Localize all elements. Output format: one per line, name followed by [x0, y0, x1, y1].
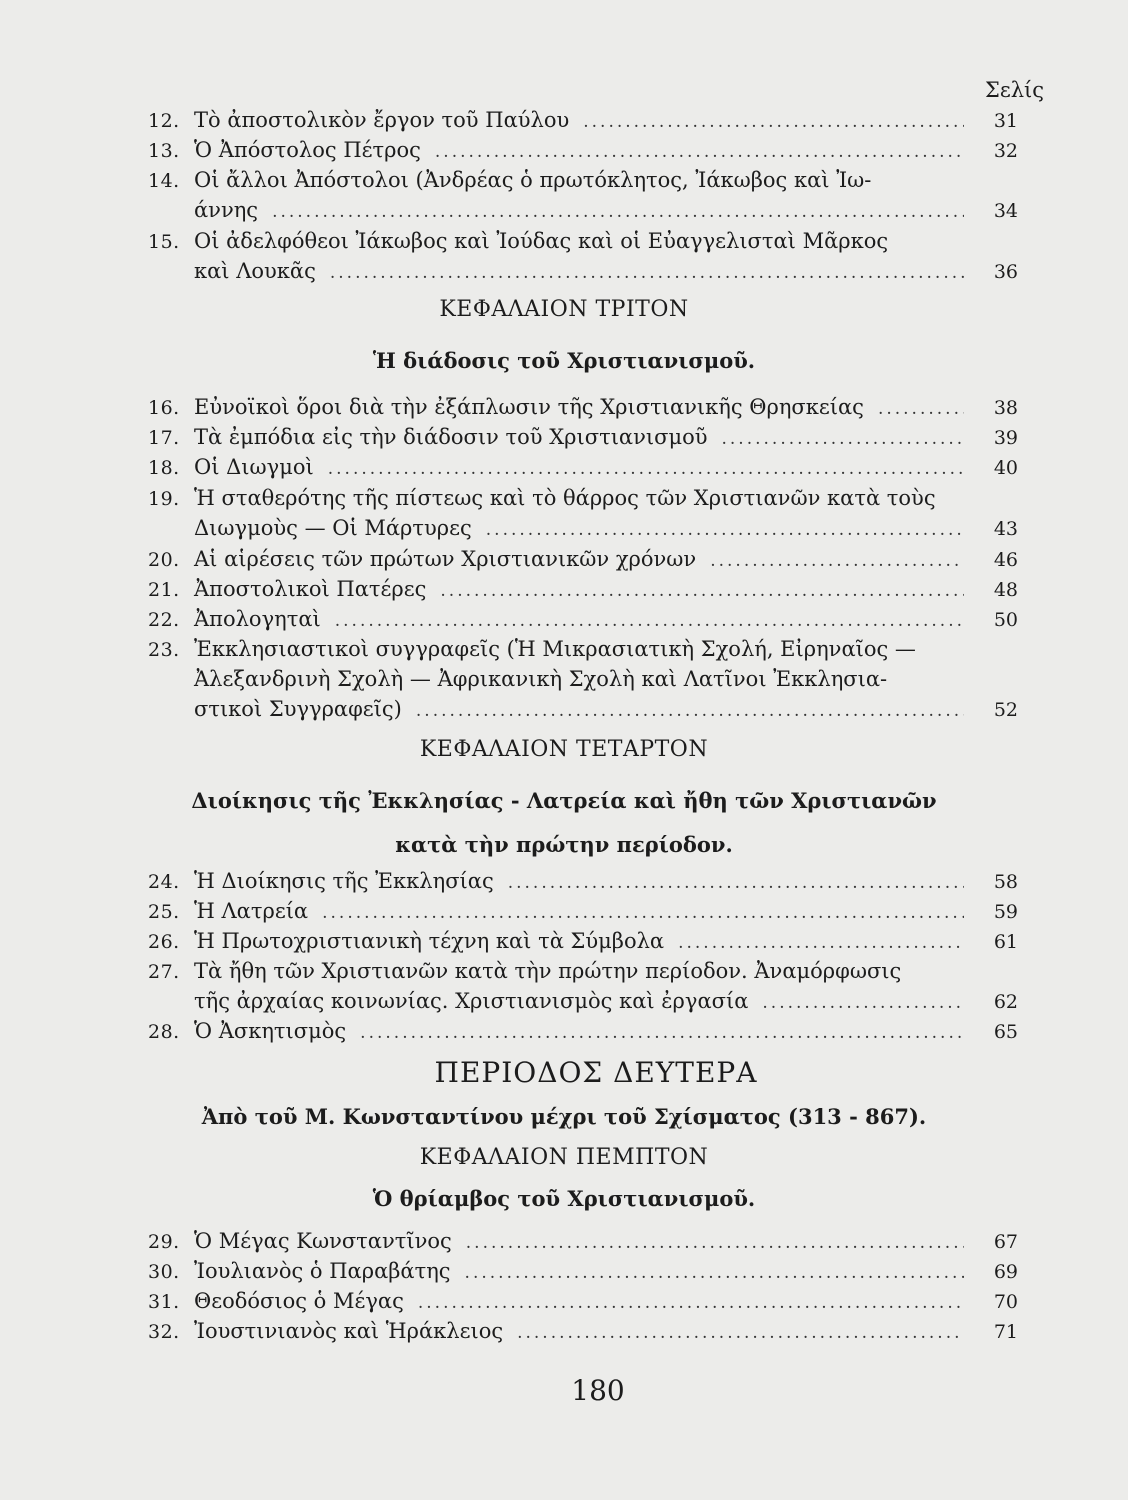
entry-title: Ὁ Μέγας Κωνσταντῖνος: [194, 1229, 452, 1253]
entry-number: 17.: [148, 427, 180, 449]
toc-entry-line: [148, 956, 1018, 986]
entry-number: 15.: [148, 231, 180, 253]
toc-entry: [148, 392, 1018, 422]
entry-page-number: 69: [993, 1261, 1018, 1283]
entry-number: 19.: [148, 488, 180, 510]
toc-entry-line: [148, 513, 1018, 543]
toc-entry-line: [148, 483, 1018, 513]
entry-number: 31.: [148, 1291, 180, 1313]
toc-entry-line: [148, 986, 1018, 1016]
toc-entry-line: [148, 165, 1018, 195]
toc-entry: [148, 483, 1018, 543]
entry-page-number: 39: [993, 427, 1018, 449]
dot-leader: [583, 107, 964, 137]
entry-title: Ὁ Ἀπόστολος Πέτρος: [194, 138, 421, 162]
entry-page-number: 40: [993, 457, 1018, 479]
entry-title: Ἡ Διοίκησις τῆς Ἐκκλησίας: [194, 869, 494, 893]
entry-number: 13.: [148, 140, 180, 162]
entry-number: 30.: [148, 1261, 180, 1283]
entry-page-number: 67: [993, 1231, 1018, 1253]
dot-leader: [272, 197, 964, 227]
toc-entry: [148, 544, 1018, 574]
dot-leader: [465, 1258, 964, 1288]
entry-title: Τὸ ἀποστολικὸν ἔργον τοῦ Παύλου: [194, 108, 570, 132]
entry-title: Ἡ Λατρεία: [194, 899, 309, 923]
entry-number: 25.: [148, 901, 180, 923]
toc-entry-line: [148, 256, 1018, 286]
toc-entry-line: [148, 604, 1018, 634]
toc-entry-line: [148, 544, 1018, 574]
chapter-4-subtitle-1: Διοίκησις τῆς Ἐκκλησίας - Λατρεία καὶ ἤθη τῶν Χριστιανῶν: [191, 788, 937, 813]
entry-number: 22.: [148, 609, 180, 631]
toc-entry: [148, 896, 1018, 926]
entry-title: τῆς ἀρχαίας κοινωνίας. Χριστιανισμὸς καὶ ἐργασία: [194, 989, 749, 1013]
entry-page-number: 58: [993, 871, 1018, 893]
toc-entry-line: [148, 226, 1018, 256]
entry-number: 28.: [148, 1021, 180, 1043]
entry-title: Ἰουλιανὸς ὁ Παραβάτης: [194, 1259, 451, 1283]
entry-number: 27.: [148, 961, 180, 983]
page-column-header: Σελίς: [985, 78, 1045, 102]
dot-leader: [710, 546, 964, 576]
entry-title: Ἡ σταθερότης τῆς πίστεως καὶ τὸ θάρρος τῶν Χριστιανῶν κατὰ τοὺς: [194, 486, 936, 510]
chapter-5-title: ΚΕΦΑΛΑΙΟΝ ΠΕΜΠΤΟΝ: [419, 1145, 709, 1170]
dot-leader: [328, 454, 964, 484]
toc-entry: [148, 1316, 1018, 1346]
entry-page-number: 59: [993, 901, 1018, 923]
toc-entry: [148, 422, 1018, 452]
entry-page-number: 50: [993, 609, 1018, 631]
entry-title: Θεοδόσιος ὁ Μέγας: [194, 1289, 404, 1313]
entry-page-number: 43: [993, 518, 1018, 540]
entry-number: 23.: [148, 639, 180, 661]
toc-entry: [148, 1286, 1018, 1316]
entry-title: Διωγμοὺς — Οἱ Μάρτυρες: [194, 516, 472, 540]
toc-entry-line: [148, 1016, 1018, 1046]
entry-number: 26.: [148, 931, 180, 953]
toc-entry: [148, 604, 1018, 634]
entry-number: 32.: [148, 1321, 180, 1343]
dot-leader: [678, 928, 964, 958]
toc-entry: [148, 926, 1018, 956]
toc-entry: [148, 1256, 1018, 1286]
entry-number: 29.: [148, 1231, 180, 1253]
entry-page-number: 61: [993, 931, 1018, 953]
dot-leader: [330, 258, 964, 288]
entry-title: Ἀλεξανδρινὴ Σχολὴ — Ἀφρικανικὴ Σχολὴ καὶ Λατῖνοι Ἐκκλησια-: [194, 667, 888, 691]
period-2-subtitle: Ἀπὸ τοῦ Μ. Κωνσταντίνου μέχρι τοῦ Σχίσματος (313 - 867).: [201, 1104, 927, 1129]
entry-number: 20.: [148, 549, 180, 571]
dot-leader: [466, 1228, 964, 1258]
toc-entry: [148, 866, 1018, 896]
toc-entry: [148, 105, 1018, 135]
toc-entry-line: [148, 1316, 1018, 1346]
entry-page-number: 65: [993, 1021, 1018, 1043]
toc-entry-line: [148, 574, 1018, 604]
chapter-3-subtitle: Ἡ διάδοσις τοῦ Χριστιανισμοῦ.: [372, 348, 756, 373]
entry-page-number: 62: [993, 991, 1018, 1013]
toc-entry-line: [148, 1256, 1018, 1286]
toc-entry-line: [148, 195, 1018, 225]
entry-title: Ἀπολογηταὶ: [194, 607, 321, 631]
dot-leader: [486, 515, 964, 545]
entry-page-number: 34: [993, 200, 1018, 222]
toc-entry-line: [148, 664, 1018, 694]
entry-title: Εὐνοϊκοὶ ὅροι διὰ τὴν ἐξάπλωσιν τῆς Χριστιανικῆς Θρησκείας: [194, 395, 864, 419]
dot-leader: [440, 576, 964, 606]
entry-page-number: 32: [993, 140, 1018, 162]
entry-title: Ἡ Πρωτοχριστιανικὴ τέχνη καὶ τὰ Σύμβολα: [194, 929, 665, 953]
chapter-4-subtitle-2: κατὰ τὴν πρώτην περίοδον.: [395, 832, 733, 857]
entry-number: 24.: [148, 871, 180, 893]
toc-entry: [148, 1226, 1018, 1256]
entry-title: Ἰουστινιανὸς καὶ Ἡράκλειος: [194, 1319, 504, 1343]
dot-leader: [762, 988, 964, 1018]
dot-leader: [435, 137, 964, 167]
entry-number: 12.: [148, 110, 180, 132]
entry-title: στικοὶ Συγγραφεῖς): [194, 697, 402, 721]
dot-leader: [322, 898, 964, 928]
entry-title: Ἀποστολικοὶ Πατέρες: [194, 577, 427, 601]
toc-entry-line: [148, 1226, 1018, 1256]
toc-entry-line: [148, 926, 1018, 956]
toc-entry-line: [148, 1286, 1018, 1316]
dot-leader: [508, 868, 964, 898]
toc-entry: [148, 452, 1018, 482]
entry-title: Τὰ ἐμπόδια εἰς τὴν διάδοσιν τοῦ Χριστιανισμοῦ: [194, 425, 708, 449]
entry-title: Οἱ ἀδελφόθεοι Ἰάκωβος καὶ Ἰούδας καὶ οἱ Εὐαγγελισταὶ Μᾶρκος: [194, 229, 889, 253]
dot-leader: [418, 1288, 964, 1318]
entry-title: Αἱ αἱρέσεις τῶν πρώτων Χριστιανικῶν χρόνων: [194, 547, 697, 571]
toc-entry-line: [148, 392, 1018, 422]
entry-page-number: 31: [993, 110, 1018, 132]
toc-entry: [148, 135, 1018, 165]
dot-leader: [360, 1018, 964, 1048]
dot-leader: [416, 696, 964, 726]
entry-page-number: 52: [993, 699, 1018, 721]
toc-entry: [148, 956, 1018, 1016]
toc-entry-line: [148, 866, 1018, 896]
chapter-3-title: ΚΕΦΑΛΑΙΟΝ ΤΡΙΤΟΝ: [439, 297, 689, 322]
toc-entry-line: [148, 452, 1018, 482]
entry-page-number: 36: [993, 261, 1018, 283]
toc-entry-line: [148, 135, 1018, 165]
entry-number: 16.: [148, 397, 180, 419]
toc-entry-line: [148, 896, 1018, 926]
period-2-title: ΠΕΡΙΟΔΟΣ ΔΕΥΤΕΡΑ: [434, 1056, 758, 1089]
entry-title: Τὰ ἤθη τῶν Χριστιανῶν κατὰ τὴν πρώτην περίοδον. Ἀναμόρφωσις: [194, 959, 902, 983]
toc-entry-line: [148, 422, 1018, 452]
entry-page-number: 38: [993, 397, 1018, 419]
entry-title: Οἱ Διωγμοὶ: [194, 455, 314, 479]
dot-leader: [722, 424, 965, 454]
toc-entry: [148, 226, 1018, 286]
toc-entry-line: [148, 634, 1018, 664]
toc-entry: [148, 574, 1018, 604]
toc-entry: [148, 634, 1018, 724]
toc-entry: [148, 165, 1018, 225]
dot-leader: [517, 1318, 964, 1348]
entry-page-number: 70: [993, 1291, 1018, 1313]
entry-number: 21.: [148, 579, 180, 601]
chapter-4-title: ΚΕΦΑΛΑΙΟΝ ΤΕΤΑΡΤΟΝ: [419, 737, 709, 762]
entry-title: Ἐκκλησιαστικοὶ συγγραφεῖς (Ἡ Μικρασιατικὴ Σχολή, Εἰρηναῖος —: [194, 637, 916, 661]
dot-leader: [335, 606, 964, 636]
dot-leader: [878, 394, 964, 424]
toc-entry: [148, 1016, 1018, 1046]
chapter-5-subtitle: Ὁ θρίαμβος τοῦ Χριστιανισμοῦ.: [372, 1186, 756, 1211]
entry-title: καὶ Λουκᾶς: [194, 259, 316, 283]
entry-number: 18.: [148, 457, 180, 479]
toc-entry-line: [148, 105, 1018, 135]
entry-page-number: 46: [993, 549, 1018, 571]
entry-page-number: 71: [993, 1321, 1018, 1343]
entry-title: άννης: [194, 198, 259, 222]
page-number: 180: [571, 1374, 625, 1407]
entry-title: Ὁ Ἀσκητισμὸς: [194, 1019, 347, 1043]
toc-entry-line: [148, 694, 1018, 724]
entry-number: 14.: [148, 170, 180, 192]
entry-title: Οἱ ἄλλοι Ἀπόστολοι (Ἀνδρέας ὁ πρωτόκλητος, Ἰάκωβος καὶ Ἰω-: [194, 168, 872, 192]
entry-page-number: 48: [993, 579, 1018, 601]
